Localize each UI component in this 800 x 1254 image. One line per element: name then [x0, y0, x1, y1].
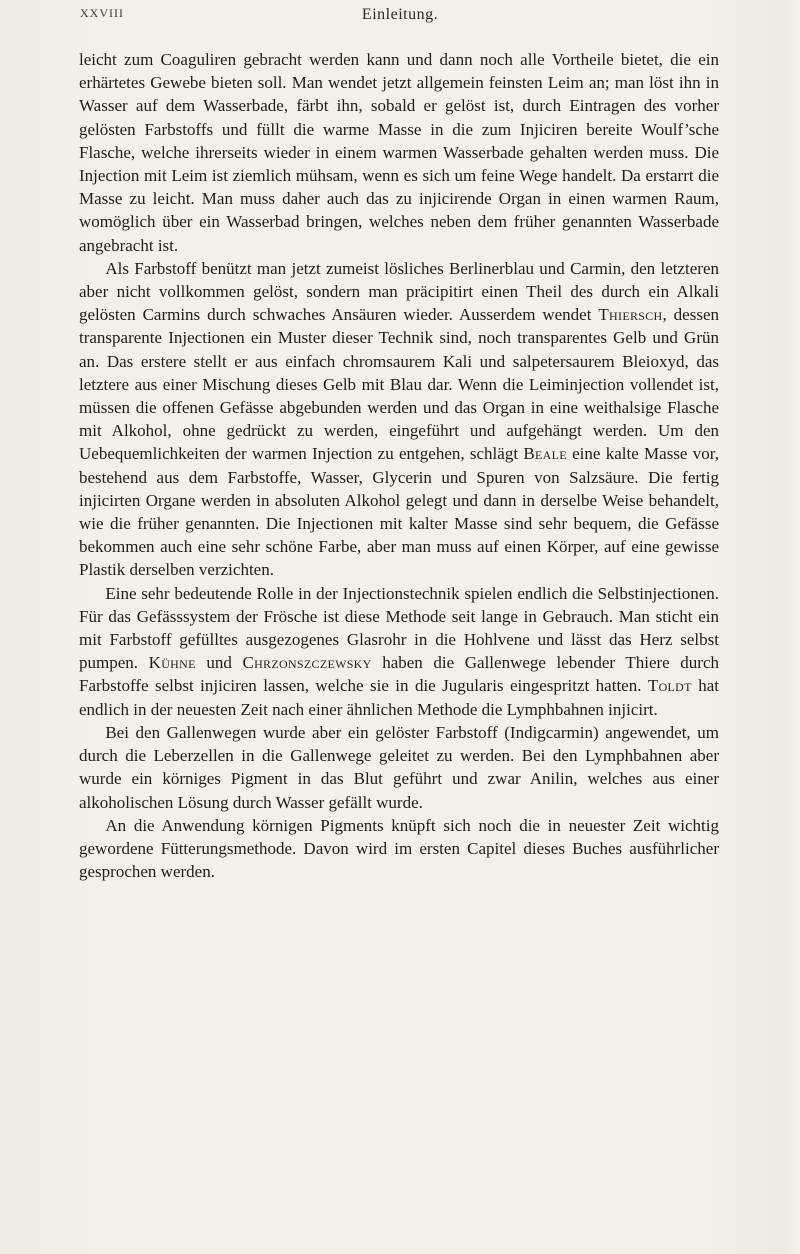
page-number: XXVIII — [80, 6, 124, 20]
author-name: Chrzonszczewsky — [242, 653, 372, 673]
paragraph — [79, 582, 719, 721]
page-edge-shadow — [784, 0, 800, 1254]
author-name: Kühne — [148, 653, 196, 673]
paragraph — [79, 257, 719, 582]
paragraph — [79, 814, 719, 884]
text-segment: Eine sehr bedeutende Rolle in der Injectionstechnik spielen endlich die Selbstinjectionen. Für das Gefässsystem der Frösche ist diese Methode seit lange in Gebrauch. Man sticht ein mit Farbstoff gefülltes ausgezogenes Glasrohr in die Hohlvene und lässt das Herz selbst pumpen. — [79, 583, 719, 673]
author-name: Beale — [523, 444, 567, 464]
paragraph — [79, 48, 719, 257]
text-segment: Bei den Gallenwegen wurde aber ein gelöster Farbstoff (Indigcarmin) angewendet, um durch die Leberzellen in die Gallenwege geleitet zu werden. Bei den Lymphbahnen aber wurde ein körniges Pigment in das Blut geführt und zwar Anilin, welches aus einer alkoholischen Lösung durch Wasser gefällt wurde. — [79, 722, 719, 812]
paragraph — [79, 721, 719, 814]
text-segment: leicht zum Coaguliren gebracht werden kann und dann noch alle Vortheile bietet, die ein erhärtetes Gewebe bieten soll. Man wendet jetzt allgemein feinsten Leim an; man löst ihn in Wasser auf dem Wasserbade, färbt ihn, sobald er gelöst ist, durch Eintragen des vorher gelösten Farbstoffs und füllt die warme Masse in die zum Injiciren bereite Woulf’sche Flasche, welche ihrerseits wieder in einem warmen Wasserbade gehalten werden muss. Die Injection mit Leim ist ziemlich mühsam, wenn es sich um feine Wege handelt. Da erstarrt die Masse zu leicht. Man muss daher auch das zu injicirende Organ in einen warmen Raum, womöglich über ein Wasserbad bringen, welches neben dem früher genannten Wasserbade angebracht ist. — [79, 50, 719, 255]
text-segment: Als Farbstoff benützt man jetzt zumeist lösliches Berlinerblau und Carmin, den letzteren aber nicht vollkommen gelöst, sondern man präcipitirt einen Theil des durch ein Alkali gelösten Carmins durch schwaches Ansäuren wieder. Ausserdem wendet — [79, 258, 719, 325]
text-segment: und — [195, 653, 243, 673]
text-segment: hat endlich in der neuesten Zeit nach einer ähnlichen Methode die Lymphbahnen injicirt. — [79, 676, 719, 719]
text-segment: eine kalte Masse vor, bestehend aus dem Farbstoffe, Wasser, Glycerin und Spuren von Salzsäure. Die fertig injicirten Organe werden in absoluten Alkohol gelegt und dann in derselbe Weise behandelt, wie die früher genannten. Die Injectionen mit kalter Masse sind sehr bequem, die Gefässe bekommen auch eine sehr schöne Farbe, aber man muss auf einen Körper, auf eine gewisse Plastik derselben verzichten. — [79, 444, 719, 580]
running-title: Einleitung. — [361, 6, 439, 23]
author-name: Toldt — [647, 676, 692, 696]
text-segment: , dessen transparente Injectionen ein Muster dieser Technik sind, noch transparentes Gelb und Grün an. Das erstere stellt er aus einfach chromsaurem Kali und salpetersaurem Bleioxyd, das letztere aus einer Mischung dieses Gelb mit Blau dar. Wenn die Leiminjection vollendet ist, müssen die offenen Gefässe abgebunden werden und das Organ in eine weithalsige Flasche mit Alkohol, ohne gedrückt zu werden, eingeführt und aufgehängt werden. Um den Uebequemlichkeiten der warmen Injection zu entgehen, schlägt — [79, 305, 719, 464]
text-segment: An die Anwendung körnigen Pigments knüpft sich noch die in neuester Zeit wichtig gewordene Fütterungsmethode. Davon wird im ersten Capitel dieses Buches ausführlicher gesprochen werden. — [79, 815, 719, 882]
page-header — [80, 6, 720, 34]
author-name: Thiersch — [598, 305, 663, 325]
text-segment: haben die Gallenwege lebender Thiere durch Farbstoffe selbst injiciren lassen, welche sie in die Jugularis eingespritzt hatten. — [79, 653, 720, 696]
body-text — [79, 48, 719, 883]
